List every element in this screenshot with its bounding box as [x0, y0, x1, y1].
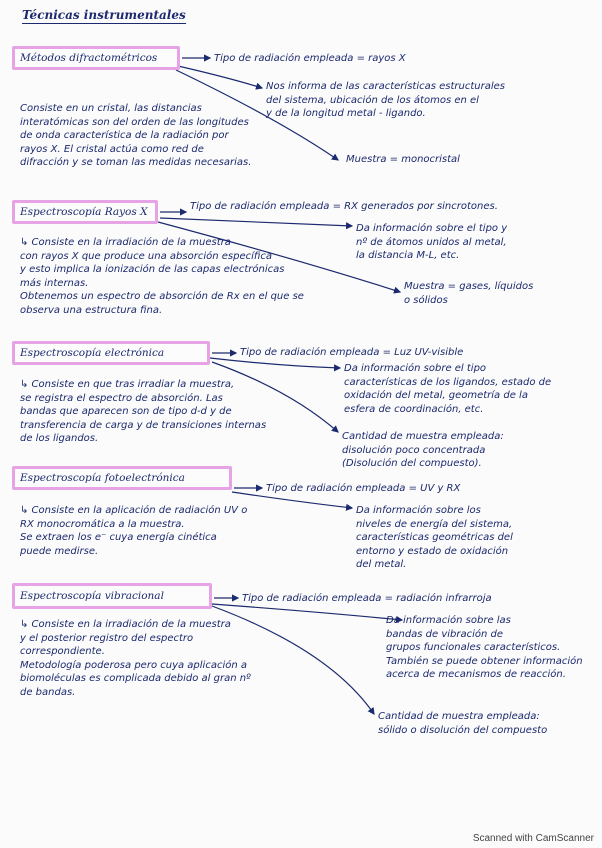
section-1-sample: Muestra = monocristal [346, 154, 460, 165]
section-5-description: ↳ Consiste en la irradiación de la muestra y el posterior registro del espectro correspondiente. Metodología poderosa pero cuya aplicación a biomoléculas es complicada debido al gran nº de bandas. [20, 619, 251, 698]
section-5-info: Da información sobre las bandas de vibración de grupos funcionales característicos. También se puede obtener información acerca de mecanismos de reacción. [386, 615, 583, 680]
section-5-heading: Espectroscopía vibracional [12, 583, 212, 609]
section-2-heading: Espectroscopía Rayos X [12, 200, 158, 224]
section-2-info: Da información sobre el tipo y nº de átomos unidos al metal, la distancia M-L, etc. [356, 223, 508, 261]
section-5-radiation: Tipo de radiación empleada = radiación infrarroja [242, 593, 492, 604]
section-3-radiation: Tipo de radiación empleada = Luz UV-visible [240, 347, 464, 358]
section-2-sample: Muestra = gases, líquidos o sólidos [404, 281, 534, 306]
arrow-3-info [210, 358, 340, 368]
scanner-watermark: Scanned with CamScanner [472, 833, 594, 844]
section-4-radiation: Tipo de radiación empleada = UV y RX [266, 483, 461, 494]
section-5-sample: Cantidad de muestra empleada: sólido o disolución del compuesto [378, 711, 548, 736]
arrow-2-info [160, 218, 352, 226]
section-3-description: ↳ Consiste en que tras irradiar la muestra, se registra el espectro de absorción. Las bandas que aparecen son de tipo d-d y de transferencia de carga y de transiciones internas de los ligandos. [20, 379, 267, 444]
section-1-radiation: Tipo de radiación empleada = rayos X [214, 53, 406, 64]
page-title: Técnicas instrumentales [22, 8, 186, 22]
section-2-radiation: Tipo de radiación empleada = RX generados por sincrotones. [190, 201, 498, 212]
section-1-description: Consiste en un cristal, las distancias interatómicas son del orden de las longitudes de onda característica de la radiación por rayos X. El cristal actúa como red de difracción y se toman las medidas necesarias. [20, 103, 252, 168]
section-1-info: Nos informa de las características estructurales del sistema, ubicación de los átomos en el y de la longitud metal - ligando. [266, 81, 505, 119]
section-4-heading: Espectroscopía fotoelectrónica [12, 466, 232, 490]
section-2-description: ↳ Consiste en la irradiación de la muestra con rayos X que produce una absorción específica y esto implica la ionización de las capas electrónicas más internas. Obtenemos un espectro de absorción de Rx en el que se observa una estructura fina. [20, 237, 304, 316]
section-3-sample: Cantidad de muestra empleada: disolución poco concentrada (Disolución del compuesto). [342, 431, 504, 469]
section-4-info: Da información sobre los niveles de energía del sistema, características geométricas del entorno y estado de oxidación del metal. [356, 505, 513, 570]
section-1-heading: Métodos difractométricos [12, 46, 180, 70]
section-3-heading: Espectroscopía electrónica [12, 341, 210, 365]
section-4-description: ↳ Consiste en la aplicación de radiación UV o RX monocromática a la muestra. Se extraen los e⁻ cuya energía cinética puede medirse. [20, 505, 248, 557]
section-3-info: Da información sobre el tipo características de los ligandos, estado de oxidación del metal, geometría de la esfera de coordinación, etc. [344, 363, 552, 415]
